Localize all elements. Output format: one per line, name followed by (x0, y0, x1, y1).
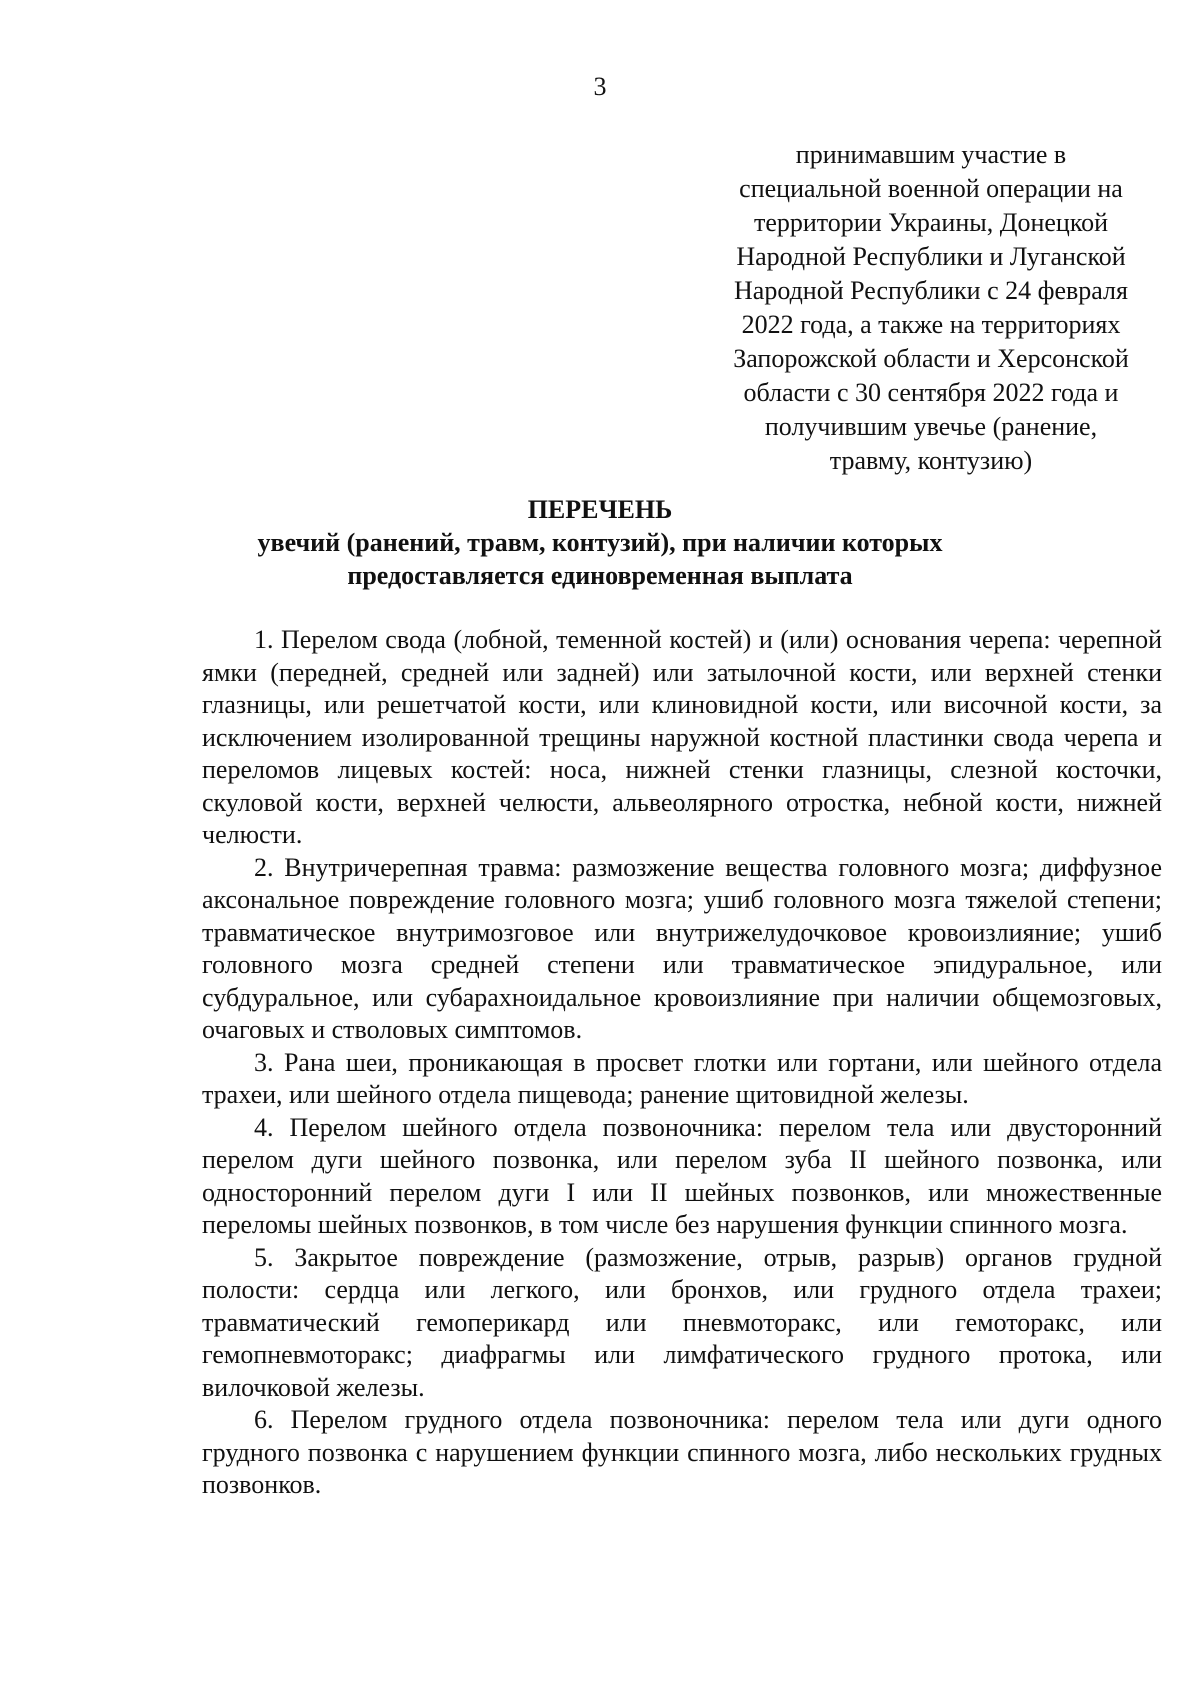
list-item: 2. Внутричерепная травма: размозжение вещества головного мозга; диффузное аксональное повреждение головного мозга; ушиб головного мозга тяжелой степени; травматическое внутримозговое или внутрижелудочковое кровоизлияние; ушиб головного мозга средней степени или травматическое эпидуральное, или субдуральное, или субарахноидальное кровоизлияние при наличии общемозговых, очаговых и стволовых симптомов. (202, 852, 1162, 1044)
list-body (202, 624, 1162, 1502)
header-line: специальной военной операции на (739, 174, 1123, 203)
list-item: 5. Закрытое повреждение (размозжение, отрыв, разрыв) органов грудной полости: сердца или легкого, или бронхов, или грудного отдела трахеи; травматический гемоперикард или пневмоторакс, или гемоторакс, или гемопневмоторакс; диафрагмы или лимфатического грудного протока, или вилочковой железы. (202, 1242, 1162, 1402)
header-line: Запорожской области и Херсонской (733, 344, 1129, 373)
header-line: 2022 года, а также на территориях (741, 310, 1121, 339)
list-item: 6. Перелом грудного отдела позвоночника: перелом тела или дуги одного грудного позвонка с нарушением функции спинного мозга, либо нескольких грудных позвонков. (202, 1405, 1162, 1499)
title-main: ПЕРЕЧЕНЬ (527, 495, 673, 524)
header-line: территории Украины, Донецкой (753, 208, 1109, 237)
document-title (0, 493, 1200, 592)
header-line: Народной Республики с 24 февраля (734, 276, 1128, 305)
header-line: травму, контузию) (829, 446, 1033, 475)
list-item: 4. Перелом шейного отдела позвоночника: перелом тела или двусторонний перелом дуги шейного позвонка, или перелом зуба II шейного позвонка, или односторонний перелом дуги I или II шейных позвонков, или множественные переломы шейных позвонков, в том числе без нарушения функции спинного мозга. (202, 1112, 1162, 1239)
header-line: получившим увечье (ранение, (764, 412, 1098, 441)
addressee-header (700, 138, 1162, 478)
title-subtitle-line: предоставляется единовременная выплата (347, 561, 853, 590)
list-item: 1. Перелом свода (лобной, теменной костей) и (или) основания черепа: черепной ямки (передней, средней или задней) или затылочной кости, или верхней стенки глазницы, или решетчатой кости, или клиновидной кости, или височной кости, за исключением изолированной трещины наружной костной пластинки свода черепа и переломов лицевых костей: носа, нижней стенки глазницы, слезной косточки, скуловой кости, верхней челюсти, альвеолярного отростка, небной кости, нижней челюсти. (202, 625, 1162, 849)
list-item: 3. Рана шеи, проникающая в просвет глотки или гортани, или шейного отдела трахеи, или шейного отдела пищевода; ранение щитовидной железы. (202, 1047, 1162, 1109)
header-line: Народной Республики и Луганской (736, 242, 1126, 271)
header-line: области с 30 сентября 2022 года и (743, 378, 1119, 407)
title-subtitle-line: увечий (ранений, травм, контузий), при наличии которых (257, 528, 943, 557)
page-number: 3 (593, 72, 607, 101)
header-line: принимавшим участие в (795, 140, 1067, 169)
